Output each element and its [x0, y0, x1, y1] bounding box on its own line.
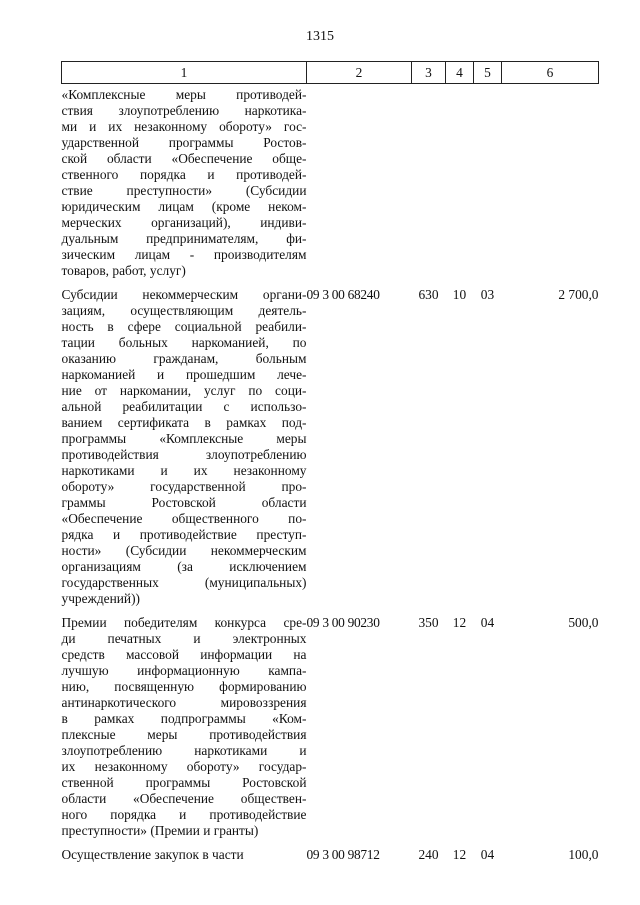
row-subsection: [474, 84, 502, 285]
column-header-3: 3: [412, 62, 446, 84]
description-line: дуальным предпринимателям, фи-: [61, 231, 307, 246]
description-line: ние от наркомании, услуг по соци-: [61, 383, 307, 398]
description-line: зическим лицам - производителям: [61, 247, 307, 262]
row-amount: 500,0: [568, 615, 599, 630]
description-line: тации больных наркоманией, по: [61, 335, 307, 350]
column-header-1: 1: [62, 62, 307, 84]
description-line: ного порядка и противодействие: [61, 807, 307, 822]
row-description: [62, 844, 307, 868]
description-line: ской области «Обеспечение обще-: [61, 151, 307, 166]
row-description: [62, 84, 307, 285]
row-expense-type: [412, 84, 446, 285]
row-target-code: 09 3 00 98712: [306, 847, 380, 862]
description-line: ственной программы Ростовской: [61, 775, 307, 790]
description-line: ванием сертификата в рамках под-: [61, 415, 307, 430]
description-line: организациям (за исключением: [61, 559, 307, 574]
description-line: в рамках подпрограммы «Ком-: [61, 711, 307, 726]
description-line: лучшую информационную кампа-: [61, 663, 307, 678]
description-line: обороту» государственной про-: [61, 479, 307, 494]
description-line: учреждений)): [61, 591, 140, 606]
description-line: Субсидии некоммерческим органи-: [61, 287, 307, 302]
description-line: ность в сфере социальной реабили-: [61, 319, 307, 334]
row-subsection: 04: [480, 847, 495, 862]
row-subsection: 03: [480, 287, 495, 302]
description-line: программы «Комплексные меры: [61, 431, 307, 446]
description-line: наркотиками и их незаконному: [61, 463, 307, 478]
table-body: [62, 84, 599, 869]
description-line: ди печатных и электронных: [61, 631, 307, 646]
row-amount: 2 700,0: [558, 287, 599, 302]
description-line: наркоманией и прошедшим лече-: [61, 367, 307, 382]
description-line: нию, посвященную формированию: [61, 679, 307, 694]
row-target-code: 09 3 00 90230: [306, 615, 380, 630]
budget-table: [61, 61, 599, 868]
table-header: [62, 62, 599, 84]
table-row: [62, 284, 599, 612]
description-line: антинаркотического мировоззрения: [61, 695, 307, 710]
description-line: граммы Ростовской области: [61, 495, 307, 510]
description-line: юридическим лицам (кроме неком-: [61, 199, 307, 214]
header-row: [62, 62, 599, 84]
description-line: ударственной программы Ростов-: [61, 135, 307, 150]
column-header-2: 2: [307, 62, 412, 84]
description-line: ствие преступности» (Субсидии: [61, 183, 307, 198]
table-row: [62, 84, 599, 285]
description-line: ми и их незаконному обороту» гос-: [61, 119, 307, 134]
description-line: ственного порядка и противодей-: [61, 167, 307, 182]
table-row: [62, 844, 599, 868]
description-line: Осуществление закупок в части: [61, 847, 244, 862]
column-header-6: 6: [502, 62, 599, 84]
description-line: альной реабилитации с использо-: [61, 399, 307, 414]
page-number: 1315: [306, 29, 334, 44]
row-target-code: [307, 84, 412, 285]
row-amount: [502, 84, 599, 285]
row-expense-type: 240: [418, 847, 439, 862]
description-line: Премии победителям конкурса сре-: [61, 615, 307, 630]
description-line: средств массовой информации на: [61, 647, 307, 662]
description-line: «Обеспечение общественного по-: [61, 511, 307, 526]
description-line: плексные меры противодействия: [61, 727, 307, 742]
description-line: противодействия злоупотреблению: [61, 447, 307, 462]
description-line: рядка и противодействие преступ-: [61, 527, 307, 542]
description-line: «Комплексные меры противодей-: [61, 87, 307, 102]
table-row: [62, 612, 599, 844]
description-line: злоупотреблению наркотиками и: [61, 743, 307, 758]
row-expense-type: 630: [418, 287, 439, 302]
description-line: государственных (муниципальных): [61, 575, 307, 590]
row-target-code: 09 3 00 68240: [306, 287, 380, 302]
description-line: области «Обеспечение обществен-: [61, 791, 307, 806]
description-line: ности» (Субсидии некоммерческим: [61, 543, 307, 558]
description-line: зациям, осуществляющим деятель-: [61, 303, 307, 318]
description-line: товаров, работ, услуг): [61, 263, 186, 278]
description-line: их незаконному обороту» государ-: [61, 759, 307, 774]
row-description: [62, 284, 307, 612]
column-header-5: 5: [474, 62, 502, 84]
row-description: [62, 612, 307, 844]
description-line: преступности» (Премии и гранты): [61, 823, 259, 838]
row-section: 10: [452, 287, 467, 302]
description-line: ствия злоупотреблению наркотика-: [61, 103, 307, 118]
row-amount: 100,0: [568, 847, 599, 862]
column-header-4: 4: [446, 62, 474, 84]
row-subsection: 04: [480, 615, 495, 630]
row-section: [446, 84, 474, 285]
row-section: 12: [452, 847, 467, 862]
row-expense-type: 350: [418, 615, 439, 630]
description-line: оказанию гражданам, больным: [61, 351, 307, 366]
description-line: мерческих организаций), индиви-: [61, 215, 307, 230]
row-section: 12: [452, 615, 467, 630]
